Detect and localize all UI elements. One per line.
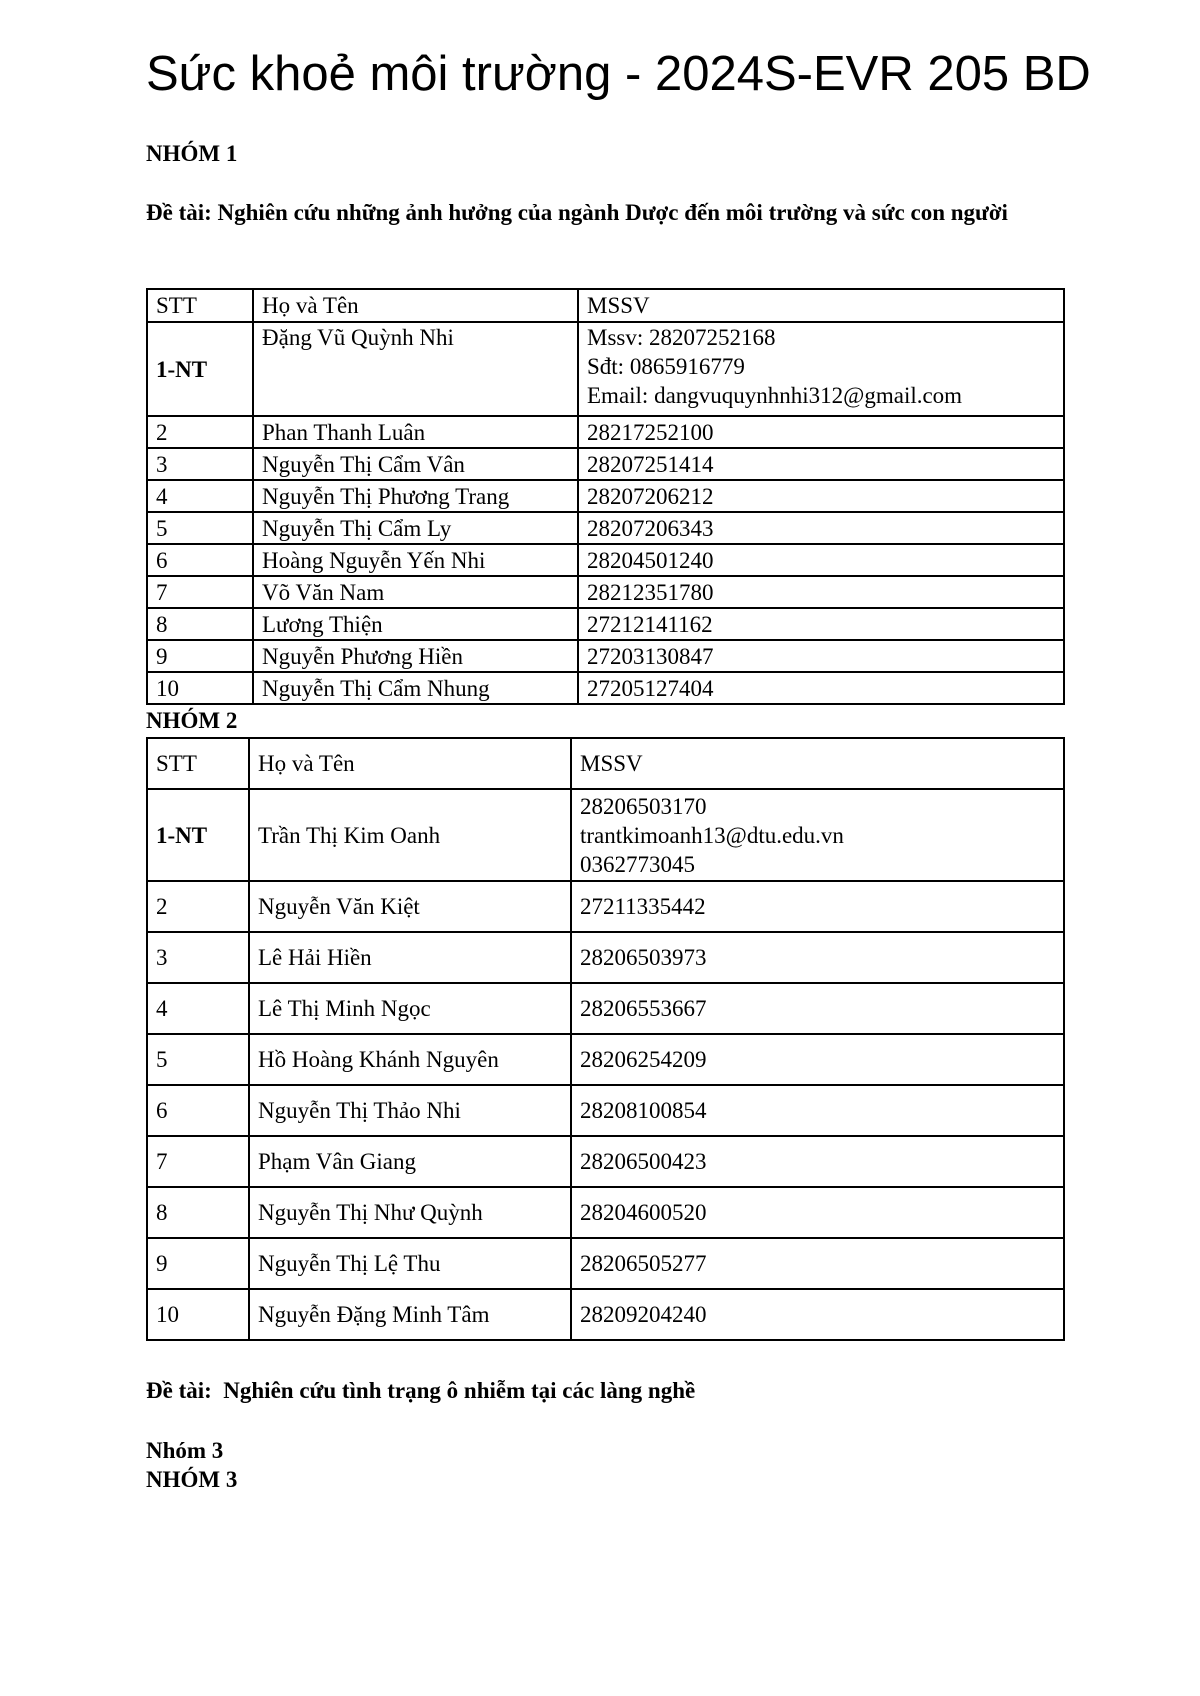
row-name: Lê Hải Hiền	[249, 932, 571, 983]
table-row	[147, 672, 1064, 704]
leader-contact	[571, 789, 1064, 881]
row-name: Nguyễn Thị Lệ Thu	[249, 1238, 571, 1289]
row-stt: 5	[147, 1034, 249, 1085]
row-stt: 3	[147, 932, 249, 983]
row-stt: 3	[147, 448, 253, 480]
group2-leader-row	[147, 789, 1064, 881]
leader-email: Email: dangvuquynhnhi312@gmail.com	[587, 383, 963, 408]
row-stt: 9	[147, 1238, 249, 1289]
table-row	[147, 640, 1064, 672]
table-row	[147, 608, 1064, 640]
header-name: Họ và Tên	[253, 289, 578, 322]
row-name: Nguyễn Thị Thảo Nhi	[249, 1085, 571, 1136]
leader-contact	[578, 322, 1064, 416]
row-stt: 6	[147, 544, 253, 576]
row-stt: 2	[147, 881, 249, 932]
row-stt: 10	[147, 672, 253, 704]
row-stt: 6	[147, 1085, 249, 1136]
leader-phone: Sđt: 0865916779	[587, 354, 745, 379]
table-row	[147, 932, 1064, 983]
group2-table	[146, 737, 1065, 1341]
leader-name: Đặng Vũ Quỳnh Nhi	[253, 322, 578, 416]
table-header-row	[147, 738, 1064, 789]
leader-stt: 1-NT	[147, 322, 253, 416]
leader-name: Trần Thị Kim Oanh	[249, 789, 571, 881]
row-stt: 10	[147, 1289, 249, 1340]
group1-topic: Đề tài: Nghiên cứu những ảnh hưởng của ngành Dược đến môi trường và sức con người	[146, 200, 1008, 225]
row-name: Võ Văn Nam	[253, 576, 578, 608]
row-stt: 7	[147, 576, 253, 608]
row-mssv: 28206500423	[571, 1136, 1064, 1187]
row-mssv: 28206503973	[571, 932, 1064, 983]
table-row	[147, 881, 1064, 932]
row-mssv: 28206505277	[571, 1238, 1064, 1289]
row-stt: 8	[147, 1187, 249, 1238]
row-mssv: 28204501240	[578, 544, 1064, 576]
row-mssv: 27212141162	[578, 608, 1064, 640]
row-name: Nguyễn Thị Phương Trang	[253, 480, 578, 512]
row-mssv: 28212351780	[578, 576, 1064, 608]
table-row	[147, 544, 1064, 576]
row-stt: 2	[147, 416, 253, 448]
group3-heading-upper: NHÓM 3	[146, 1467, 238, 1492]
table-row	[147, 416, 1064, 448]
document-title: Sức khoẻ môi trường - 2024S-EVR 205 BD	[146, 47, 1091, 101]
leader-mssv: Mssv: 28207252168	[587, 325, 776, 350]
leader-email: trantkimoanh13@dtu.edu.vn	[580, 822, 844, 848]
row-name: Phạm Vân Giang	[249, 1136, 571, 1187]
row-stt: 8	[147, 608, 253, 640]
row-mssv: 28208100854	[571, 1085, 1064, 1136]
group1-table	[146, 288, 1065, 705]
row-stt: 4	[147, 480, 253, 512]
leader-mssv: 28206503170	[580, 793, 707, 819]
table-row	[147, 448, 1064, 480]
row-name: Nguyễn Đặng Minh Tâm	[249, 1289, 571, 1340]
table-row	[147, 1136, 1064, 1187]
leader-stt: 1-NT	[147, 789, 249, 881]
row-mssv: 28207206343	[578, 512, 1064, 544]
table-row	[147, 1187, 1064, 1238]
table-row	[147, 983, 1064, 1034]
row-name: Nguyễn Thị Cẩm Ly	[253, 512, 578, 544]
row-name: Lê Thị Minh Ngọc	[249, 983, 571, 1034]
table-row	[147, 1238, 1064, 1289]
row-name: Hoàng Nguyễn Yến Nhi	[253, 544, 578, 576]
row-mssv: 27205127404	[578, 672, 1064, 704]
row-name: Nguyễn Thị Cẩm Nhung	[253, 672, 578, 704]
table-row	[147, 480, 1064, 512]
row-mssv: 27211335442	[571, 881, 1064, 932]
row-mssv: 28206553667	[571, 983, 1064, 1034]
header-name: Họ và Tên	[249, 738, 571, 789]
row-mssv: 28207206212	[578, 480, 1064, 512]
row-mssv: 28207251414	[578, 448, 1064, 480]
row-name: Nguyễn Phương Hiền	[253, 640, 578, 672]
row-name: Lương Thiện	[253, 608, 578, 640]
row-name: Hồ Hoàng Khánh Nguyên	[249, 1034, 571, 1085]
table-row	[147, 1085, 1064, 1136]
table-row	[147, 1034, 1064, 1085]
group3-heading: Nhóm 3	[146, 1438, 224, 1463]
row-name: Phan Thanh Luân	[253, 416, 578, 448]
row-name: Nguyễn Thị Như Quỳnh	[249, 1187, 571, 1238]
row-stt: 9	[147, 640, 253, 672]
row-mssv: 28204600520	[571, 1187, 1064, 1238]
group1-leader-row	[147, 322, 1064, 416]
table-row	[147, 512, 1064, 544]
row-mssv: 28209204240	[571, 1289, 1064, 1340]
row-stt: 7	[147, 1136, 249, 1187]
header-mssv: MSSV	[578, 289, 1064, 322]
group2-heading: NHÓM 2	[146, 708, 238, 733]
group1-heading: NHÓM 1	[146, 141, 238, 166]
row-name: Nguyễn Thị Cẩm Vân	[253, 448, 578, 480]
group2-topic: Đề tài: Nghiên cứu tình trạng ô nhiễm tại các làng nghề	[146, 1378, 696, 1403]
row-mssv: 28206254209	[571, 1034, 1064, 1085]
row-mssv: 27203130847	[578, 640, 1064, 672]
header-stt: STT	[147, 289, 253, 322]
row-name: Nguyễn Văn Kiệt	[249, 881, 571, 932]
header-stt: STT	[147, 738, 249, 789]
row-stt: 5	[147, 512, 253, 544]
row-stt: 4	[147, 983, 249, 1034]
leader-phone: 0362773045	[580, 851, 695, 877]
table-row	[147, 1289, 1064, 1340]
header-mssv: MSSV	[571, 738, 1064, 789]
table-row	[147, 576, 1064, 608]
table-header-row	[147, 289, 1064, 322]
row-mssv: 28217252100	[578, 416, 1064, 448]
